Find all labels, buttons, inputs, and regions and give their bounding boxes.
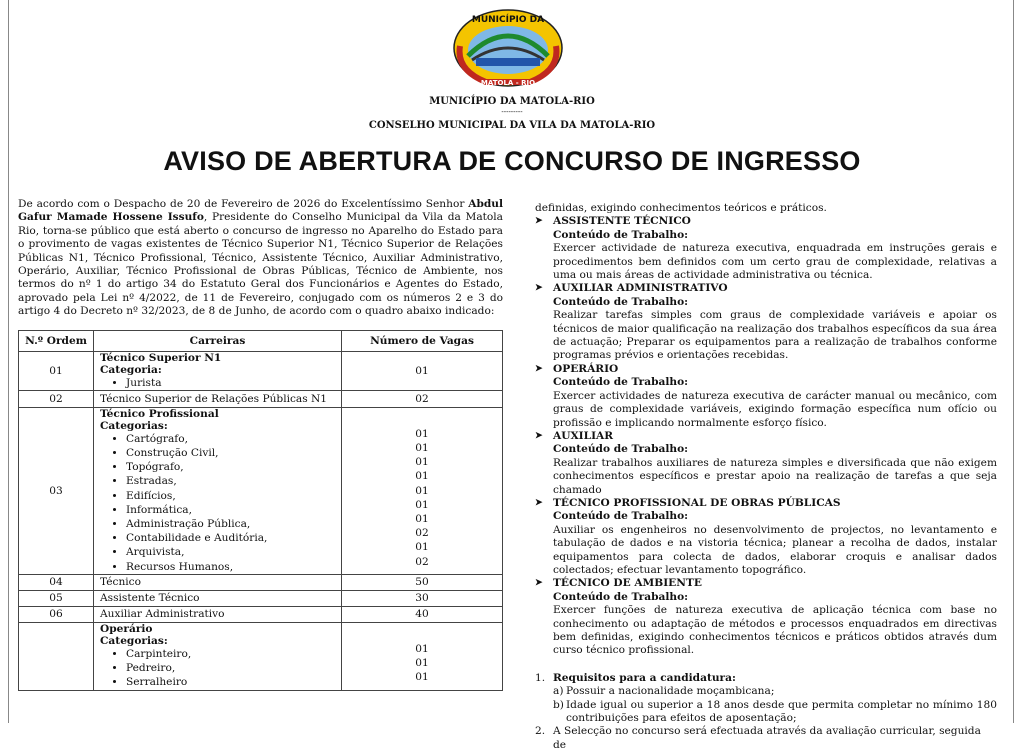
- intro-paragraph: De acordo com o Despacho de 20 de Fevereiro de 2026 do Excelentíssimo Senhor Abdul Gafur Mamade Hossene Issufo, Presidente do Conselho Municipal da Vila da Matola Rio, torna-se público que está aberto o concurso de ingresso no Aparelho do Estado para o provimento de vagas existentes de Técnico Superior N1, Técnico Superior de Relações Públicas N1, Técnico Profissional, Técnico, Assistente Técnico, Auxiliar Administrativo, Operário, Auxiliar, Técnico Profissional de Obras Públicas, Técnico de Ambiente, nos termos do nº 1 do artigo 34 do Estatuto Geral dos Funcionários e Agentes do Estado, aprovado pela Lei nº 4/2022, de 11 de Fevereiro, conjugado com os números 2 e 3 do artigo 4 do Decreto nº 32/2023, de 8 de Junho, de acordo com o quadro abaixo indicado:: [18, 198, 503, 318]
- col-vacancies: Número de Vagas: [342, 330, 503, 351]
- header-separator: ---------: [501, 108, 523, 116]
- page-title: AVISO DE ABERTURA DE CONCURSO DE INGRESSO: [163, 146, 861, 176]
- arrow-icon: ➤: [535, 430, 543, 441]
- table-row: 03 Técnico Profissional Categorias: • Cartógrafo, • Construção Civil, • Topógrafo, • Estradas, • Edifícios, • Informática, • Administração Pública, • Contabilidade e Auditória, • Arquivista, • Recursos Humanos, 01 01 01 01 01 01 01 02 01 02: [19, 407, 503, 574]
- arrow-icon: ➤: [535, 283, 543, 294]
- section-heading: ➤ OPERÁRIO: [535, 362, 619, 375]
- section-heading: ➤ ASSISTENTE TÉCNICO: [535, 215, 691, 228]
- col-careers: Carreiras: [94, 330, 342, 351]
- svg-text:MUNICÍPIO DA: MUNICÍPIO DA: [471, 15, 545, 25]
- section-heading: ➤ AUXILIAR ADMINISTRATIVO: [535, 282, 728, 295]
- table-row: 01 Técnico Superior N1 Categoria: • Jurista 01: [19, 351, 503, 390]
- section-heading: ➤ TÉCNICO DE AMBIENTE: [535, 577, 702, 590]
- vacancies-table: [18, 330, 503, 691]
- col-order: N.º Ordem: [19, 330, 94, 351]
- table-header: [19, 330, 503, 351]
- municipality-name: MUNICÍPIO DA MATOLA-RIO: [429, 96, 595, 107]
- arrow-icon: ➤: [535, 497, 543, 508]
- municipal-logo: [446, 6, 570, 90]
- table-row: 02 Técnico Superior de Relações Públicas N1 02: [19, 390, 503, 407]
- continued-text: definidas, exigindo conhecimentos teóricos e práticos.: [535, 202, 827, 214]
- arrow-icon: ➤: [535, 216, 543, 227]
- section-heading: ➤ AUXILIAR: [535, 429, 614, 442]
- left-column: [18, 198, 503, 691]
- svg-text:MATOLA - RIO: MATOLA - RIO: [480, 79, 536, 87]
- table-row: Operário Categorias: • Carpinteiro, • Pedreiro, • Serralheiro 01 01 01: [19, 622, 503, 690]
- right-column: definidas, exigindo conhecimentos teóricos e práticos. ➤ ASSISTENTE TÉCNICO Conteúdo de Trabalho: Exercer actividade de natureza executiva, enquadrada em instruções gerais e procedimentos bem definidos com um certo grau de complexidade, relativas a uma ou mais áreas de actividade administrativa ou técnica. ➤ AUXILIAR ADMINISTRATIVO Conteúdo de Trabalho: Realizar tarefas simples com graus de complexidade variáveis e apoiar os técnicos de maior qualificação na realização dos trabalhos específicos da sua área de actuação; Preparar os equipamentos para a realização de trabalhos conforme programas prévios e orientações recebidas. ➤ OPERÁRIO Conteúdo de Trabalho: Exercer actividades de natureza executiva de carácter manual ou mecânico, com graus de complexidade variáveis, exigindo formação específica num ofício ou profissão e implicando normalmente esforço físico. ➤ AUXILIAR Conteúdo de Trabalho: Realizar trabalhos auxiliares de natureza simples e diversificada que não exigem conhecimentos específicos e prestar apoio na realização de tarefas a que seja chamado ➤ TÉCNICO PROFISSIONAL DE OBRAS PÚBLICAS Conteúdo de Trabalho: Auxiliar os engenheiros no desenvolvimento de projectos, no levantamento e tabulação de dados e na vistoria técnica; planear a recolha de dados, instalar equipamentos para colecta de dados, elaborar croquis e analisar dados colectados; efectuar levantamento topográfico. ➤ TÉCNICO DE AMBIENTE Conteúdo de Trabalho: Exercer funções de natureza executiva de aplicação técnica com base no conhecimento ou adaptação de métodos e processos enquadrados em directivas bem definidas, exigindo conhecimentos técnicos e práticos obtidos através dum curso técnico profissional. 1. Requisitos para a candidatura: a) Possuir a nacionalidade moçambicana; b) Idade igual ou superior a 18 anos desde que permita completar no mínimo 180 contribuições para efeitos de aposentação; 2. A Selecção no concurso será efectuada através da avaliação curricular, seguida de: [535, 202, 997, 751]
- requirements-list: 1. Requisitos para a candidatura: a) Possuir a nacionalidade moçambicana; b) Idade igual ou superior a 18 anos desde que permita completar no mínimo 180 contribuições para efeitos de aposentação; 2. A Selecção no concurso será efectuada através da avaliação curricular, seguida de: [535, 671, 997, 751]
- arrow-icon: ➤: [535, 578, 543, 589]
- section-heading: ➤ TÉCNICO PROFISSIONAL DE OBRAS PÚBLICAS: [535, 496, 841, 509]
- table-row: 05 Assistente Técnico 30: [19, 590, 503, 606]
- table-row: 04 Técnico 50: [19, 574, 503, 590]
- council-name: CONSELHO MUNICIPAL DA VILA DA MATOLA-RIO: [368, 120, 656, 131]
- arrow-icon: ➤: [535, 363, 543, 374]
- table-row: 06 Auxiliar Administrativo 40: [19, 606, 503, 622]
